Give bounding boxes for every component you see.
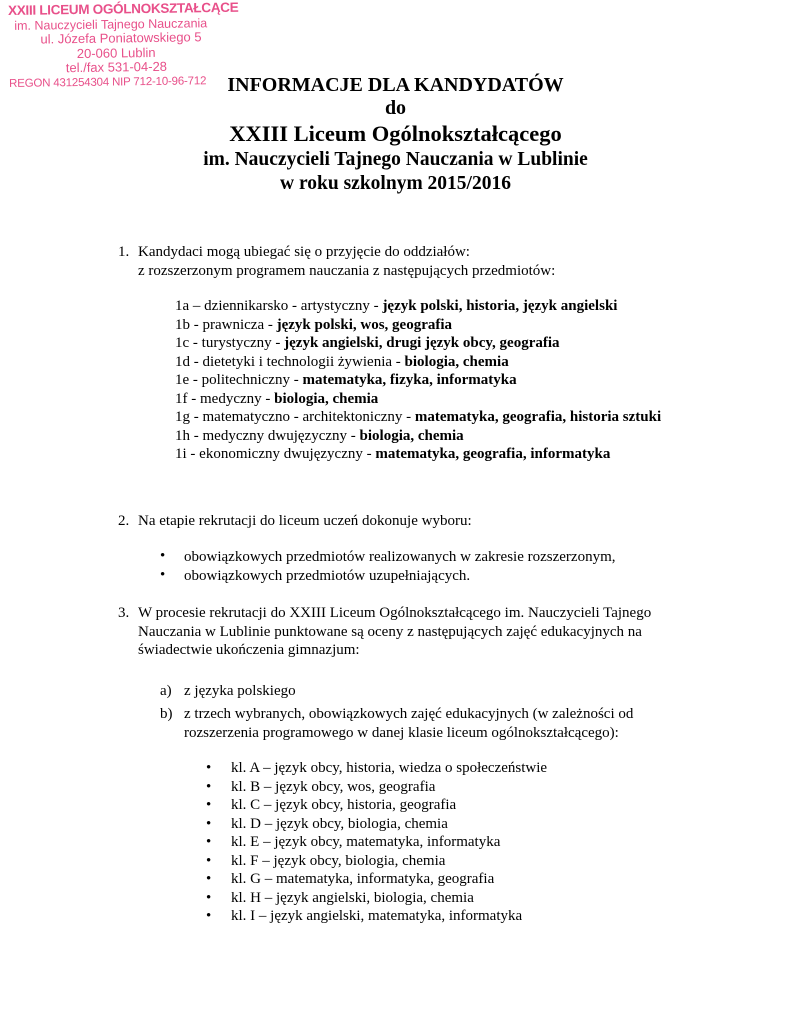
class-text: kl. C – język obcy, historia, geografia xyxy=(231,797,457,813)
paragraph-line: świadectwie ukończenia gimnazjum: xyxy=(138,642,360,658)
list-item xyxy=(175,390,661,409)
paragraph-line: W procesie rekrutacji do XXIII Liceum Ogólnokształcącego im. Nauczycieli Tajnego xyxy=(138,605,652,621)
list-item: z języka polskiego xyxy=(184,683,296,699)
stamp-line: REGON 431254304 NIP 712-10-96-712 xyxy=(9,74,207,90)
list-item xyxy=(206,907,547,926)
list-item xyxy=(175,371,661,390)
class-text: kl. G – matematyka, informatyka, geografia xyxy=(231,871,495,887)
class-label: 1e - politechniczny - xyxy=(175,372,303,388)
list-item xyxy=(175,427,661,446)
paragraph-line: rozszerzenia programowego w danej klasie liceum ogólnokształcącego): xyxy=(184,724,619,741)
class-label: 1g - matematyczno - architektoniczny - xyxy=(175,409,415,425)
title-line: INFORMACJE DLA KANDYDATÓW xyxy=(227,74,564,96)
list-item xyxy=(206,889,547,908)
class-label: 1h - medyczny dwujęzyczny - xyxy=(175,427,360,444)
bullet-icon: • xyxy=(206,908,212,924)
list-item xyxy=(206,778,547,797)
paragraph-line: z trzech wybranych, obowiązkowych zajęć edukacyjnych (w zależności od xyxy=(184,706,634,722)
section-number: 2. xyxy=(118,513,130,529)
list-item xyxy=(206,815,547,834)
title-line: w roku szkolnym 2015/2016 xyxy=(280,173,511,194)
list-item: obowiązkowych przedmiotów realizowanych w zakresie rozszerzonym, xyxy=(184,549,616,565)
class-label: 1b - prawnicza - xyxy=(175,316,277,333)
stamp-line: tel./fax 531-04-28 xyxy=(65,58,168,76)
section-3-intro xyxy=(138,604,651,660)
class-label: 1c - turystyczny - xyxy=(175,335,285,351)
list-item xyxy=(175,445,661,464)
title-line: XXIII Liceum Ogólnokształcącego xyxy=(229,121,562,146)
list-item xyxy=(175,316,661,335)
class-subjects: język angielski, drugi język obcy, geografia xyxy=(284,335,560,351)
bullet-icon: • xyxy=(206,778,212,795)
class-subjects: biologia, chemia xyxy=(359,427,464,444)
class-text: kl. E – język obcy, matematyka, informatyka xyxy=(231,834,501,850)
paragraph-line: Nauczania w Lublinie punktowane są oceny z następujących zajęć edukacyjnych na xyxy=(138,623,642,640)
class-label: 1d - dietetyki i technologii żywienia - xyxy=(175,353,405,370)
list-item xyxy=(184,705,633,742)
class-subjects-list xyxy=(206,759,547,926)
bullet-icon: • xyxy=(206,889,212,906)
stamp-line: XXIII LICEUM OGÓLNOKSZTAŁCĄCE xyxy=(7,0,239,18)
list-item xyxy=(206,759,547,778)
list-item xyxy=(206,870,547,889)
class-label: 1a – dziennikarsko - artystyczny - xyxy=(175,298,383,314)
class-subjects: język polski, wos, geografia xyxy=(276,316,453,333)
class-text: kl. H – język angielski, biologia, chemia xyxy=(231,889,474,906)
bullet-icon: • xyxy=(206,852,212,869)
class-subjects: matematyka, fizyka, informatyka xyxy=(302,372,517,388)
stamp-line: im. Nauczycieli Tajnego Nauczania xyxy=(14,15,208,33)
bullet-icon: • xyxy=(206,871,212,887)
class-text: kl. F – język obcy, biologia, chemia xyxy=(231,852,446,869)
class-subjects: matematyka, geografia, historia sztuki xyxy=(414,409,662,425)
bullet-icon: • xyxy=(206,815,212,832)
bullet-icon: • xyxy=(160,567,166,583)
class-text: kl. I – język angielski, matematyka, informatyka xyxy=(231,908,523,924)
list-item xyxy=(175,353,661,372)
list-item xyxy=(175,408,661,427)
list-item xyxy=(206,833,547,852)
bullet-icon: • xyxy=(160,548,166,564)
paragraph-line: Kandydaci mogą ubiegać się o przyjęcie do oddziałów: xyxy=(138,244,470,260)
list-item: obowiązkowych przedmiotów uzupełniających. xyxy=(184,568,471,584)
class-subjects: matematyka, geografia, informatyka xyxy=(375,446,611,462)
section-1-intro xyxy=(138,243,555,280)
list-item xyxy=(206,852,547,871)
section-2-intro: Na etapie rekrutacji do liceum uczeń dokonuje wyboru: xyxy=(138,513,472,529)
bullet-icon: • xyxy=(206,834,212,850)
class-subjects: biologia, chemia xyxy=(404,353,509,370)
bullet-icon: • xyxy=(206,797,212,813)
bullet-icon: • xyxy=(206,760,212,776)
class-text: kl. B – język obcy, wos, geografia xyxy=(231,778,436,795)
class-subjects: język polski, historia, język angielski xyxy=(382,298,618,314)
list-item xyxy=(206,796,547,815)
list-item xyxy=(175,297,661,316)
class-text: kl. D – język obcy, biologia, chemia xyxy=(231,815,448,832)
paragraph-line: z rozszerzonym programem nauczania z następujących przedmiotów: xyxy=(138,262,556,279)
title-line: do xyxy=(384,97,407,119)
list-marker: b) xyxy=(160,706,173,722)
section-number: 3. xyxy=(118,605,130,621)
class-subjects: biologia, chemia xyxy=(274,390,379,407)
class-text: kl. A – język obcy, historia, wiedza o społeczeństwie xyxy=(231,760,548,776)
section-number: 1. xyxy=(118,244,130,260)
stamp-line: ul. Józefa Poniatowskiego 5 xyxy=(40,29,202,47)
list-item xyxy=(175,334,661,353)
class-label: 1f - medyczny - xyxy=(175,390,275,407)
class-label: 1i - ekonomiczny dwujęzyczny - xyxy=(175,446,376,462)
document-title xyxy=(0,73,791,196)
title-line: im. Nauczycieli Tajnego Nauczania w Lublinie xyxy=(203,149,588,170)
stamp-line: 20-060 Lublin xyxy=(76,44,156,61)
class-profile-list xyxy=(175,297,661,464)
list-marker: a) xyxy=(160,683,172,699)
